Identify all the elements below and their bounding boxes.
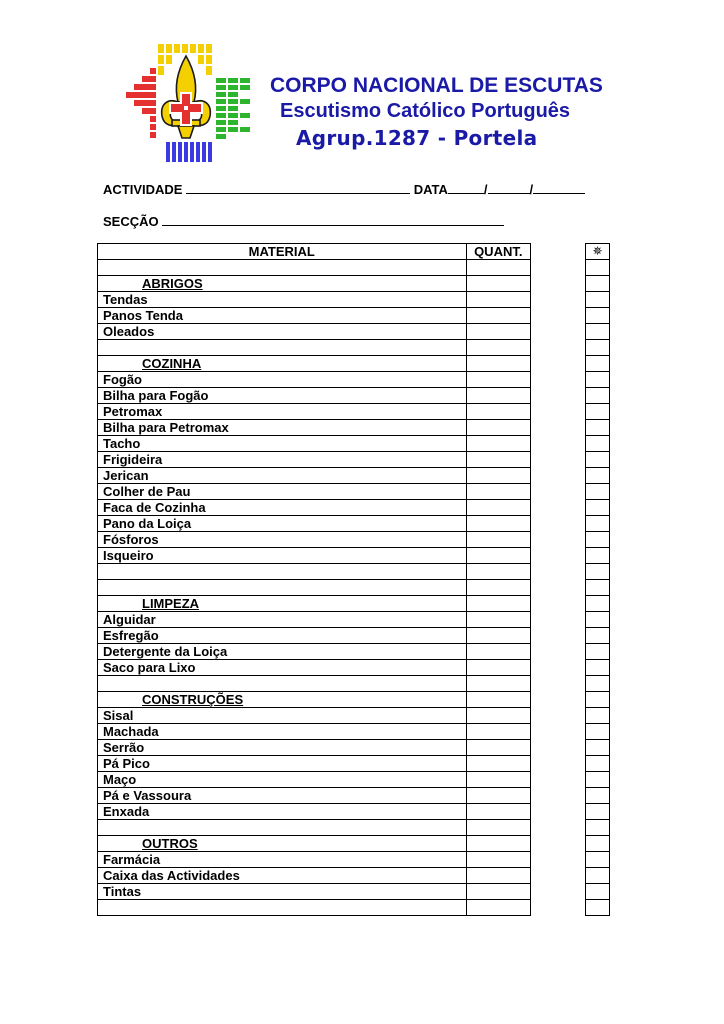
check-cell[interactable] — [586, 580, 610, 596]
check-row — [586, 356, 610, 372]
check-row — [586, 500, 610, 516]
quantity-cell[interactable] — [466, 676, 530, 692]
table-row — [98, 852, 531, 868]
quantity-cell[interactable] — [466, 628, 530, 644]
material-cell: Sisal — [98, 708, 467, 724]
check-cell[interactable] — [586, 340, 610, 356]
check-cell[interactable] — [586, 884, 610, 900]
material-cell: Caixa das Actividades — [98, 868, 467, 884]
check-row — [586, 292, 610, 308]
material-cell: Detergente da Loiça — [98, 644, 467, 660]
date-day-field[interactable] — [448, 181, 484, 194]
quantity-cell[interactable] — [466, 596, 530, 612]
check-header-row — [586, 244, 610, 260]
check-row — [586, 276, 610, 292]
quantity-cell[interactable] — [466, 772, 530, 788]
category-row — [98, 596, 531, 612]
quantity-cell[interactable] — [466, 484, 530, 500]
material-cell: Pá e Vassoura — [98, 788, 467, 804]
material-cell — [98, 900, 467, 916]
check-cell[interactable] — [586, 868, 610, 884]
material-cell: Jerican — [98, 468, 467, 484]
table-row — [98, 788, 531, 804]
quantity-cell[interactable] — [466, 356, 530, 372]
table-row — [98, 708, 531, 724]
table-row — [98, 292, 531, 308]
check-cell[interactable] — [586, 308, 610, 324]
check-row — [586, 868, 610, 884]
table-row — [98, 612, 531, 628]
check-row — [586, 884, 610, 900]
material-cell: Farmácia — [98, 852, 467, 868]
check-row — [586, 900, 610, 916]
check-row — [586, 660, 610, 676]
check-cell[interactable] — [586, 468, 610, 484]
date-label: DATA — [413, 182, 448, 197]
group-title: Agrup.1287 - Portela — [296, 126, 538, 150]
quantity-cell[interactable] — [466, 868, 530, 884]
activity-label: ACTIVIDADE — [103, 182, 183, 197]
check-row — [586, 644, 610, 660]
table-row — [98, 676, 531, 692]
material-cell — [98, 676, 467, 692]
material-cell: Colher de Pau — [98, 484, 467, 500]
quantity-cell[interactable] — [466, 468, 530, 484]
quantity-cell[interactable] — [466, 836, 530, 852]
check-cell[interactable] — [586, 276, 610, 292]
table-row — [98, 260, 531, 276]
quantity-column-header: QUANT. — [466, 244, 530, 260]
quantity-cell[interactable] — [466, 884, 530, 900]
material-cell: Panos Tenda — [98, 308, 467, 324]
check-cell[interactable] — [586, 628, 610, 644]
check-row — [586, 388, 610, 404]
table-row — [98, 516, 531, 532]
check-row — [586, 596, 610, 612]
section-field[interactable] — [162, 213, 504, 226]
table-row — [98, 724, 531, 740]
quantity-cell[interactable] — [466, 420, 530, 436]
check-row — [586, 788, 610, 804]
category-label: COZINHA — [98, 356, 467, 372]
check-cell[interactable] — [586, 676, 610, 692]
check-row — [586, 308, 610, 324]
table-row — [98, 436, 531, 452]
check-row — [586, 836, 610, 852]
check-cell[interactable] — [586, 660, 610, 676]
check-row — [586, 612, 610, 628]
table-row — [98, 820, 531, 836]
table-row — [98, 564, 531, 580]
quantity-cell[interactable] — [466, 820, 530, 836]
check-row — [586, 676, 610, 692]
table-row — [98, 740, 531, 756]
check-cell[interactable] — [586, 356, 610, 372]
check-cell[interactable] — [586, 820, 610, 836]
quantity-cell[interactable] — [466, 404, 530, 420]
quantity-cell[interactable] — [466, 724, 530, 740]
check-cell[interactable] — [586, 596, 610, 612]
table-row — [98, 644, 531, 660]
material-cell: Serrão — [98, 740, 467, 756]
table-row — [98, 500, 531, 516]
material-cell: Alguidar — [98, 612, 467, 628]
quantity-cell[interactable] — [466, 372, 530, 388]
check-row — [586, 564, 610, 580]
material-cell: Tintas — [98, 884, 467, 900]
check-cell[interactable] — [586, 372, 610, 388]
quantity-cell[interactable] — [466, 452, 530, 468]
check-row — [586, 516, 610, 532]
check-column-header-icon: ✵ — [586, 244, 610, 260]
check-row — [586, 340, 610, 356]
quantity-cell[interactable] — [466, 276, 530, 292]
quantity-cell[interactable] — [466, 660, 530, 676]
quantity-cell[interactable] — [466, 548, 530, 564]
section-label: SECÇÃO — [103, 214, 159, 229]
material-cell — [98, 580, 467, 596]
check-cell[interactable] — [586, 772, 610, 788]
material-cell: Fogão — [98, 372, 467, 388]
quantity-cell[interactable] — [466, 324, 530, 340]
category-row — [98, 356, 531, 372]
check-cell[interactable] — [586, 420, 610, 436]
organization-title: CORPO NACIONAL DE ESCUTAS — [270, 74, 603, 97]
category-row — [98, 692, 531, 708]
material-cell: Isqueiro — [98, 548, 467, 564]
table-row — [98, 532, 531, 548]
material-cell: Bilha para Fogão — [98, 388, 467, 404]
check-cell[interactable] — [586, 292, 610, 308]
table-row — [98, 580, 531, 596]
check-cell[interactable] — [586, 724, 610, 740]
table-row — [98, 660, 531, 676]
scouts-logo — [120, 38, 268, 166]
check-row — [586, 852, 610, 868]
check-cell[interactable] — [586, 436, 610, 452]
check-cell[interactable] — [586, 836, 610, 852]
table-row — [98, 372, 531, 388]
material-cell: Saco para Lixo — [98, 660, 467, 676]
material-cell: Maço — [98, 772, 467, 788]
check-row — [586, 628, 610, 644]
material-cell: Tacho — [98, 436, 467, 452]
table-row — [98, 884, 531, 900]
check-row — [586, 404, 610, 420]
table-row — [98, 628, 531, 644]
table-header-row — [98, 244, 531, 260]
table-row — [98, 772, 531, 788]
material-table — [97, 243, 531, 916]
quantity-cell[interactable] — [466, 436, 530, 452]
check-cell[interactable] — [586, 260, 610, 276]
check-cell[interactable] — [586, 564, 610, 580]
check-cell[interactable] — [586, 708, 610, 724]
check-row — [586, 724, 610, 740]
quantity-cell[interactable] — [466, 644, 530, 660]
quantity-cell[interactable] — [466, 708, 530, 724]
material-cell: Frigideira — [98, 452, 467, 468]
table-row — [98, 420, 531, 436]
material-cell — [98, 260, 467, 276]
check-cell[interactable] — [586, 452, 610, 468]
table-row — [98, 756, 531, 772]
section-line — [103, 213, 504, 229]
check-cell[interactable] — [586, 516, 610, 532]
date-year-field[interactable] — [533, 181, 585, 194]
category-row — [98, 836, 531, 852]
check-row — [586, 772, 610, 788]
category-label: LIMPEZA — [98, 596, 467, 612]
material-cell: Petromax — [98, 404, 467, 420]
material-cell: Tendas — [98, 292, 467, 308]
check-row — [586, 820, 610, 836]
quantity-cell[interactable] — [466, 788, 530, 804]
table-row — [98, 308, 531, 324]
material-column-header: MATERIAL — [98, 244, 467, 260]
material-cell: Esfregão — [98, 628, 467, 644]
quantity-cell[interactable] — [466, 340, 530, 356]
check-row — [586, 260, 610, 276]
quantity-cell[interactable] — [466, 740, 530, 756]
check-column-table — [585, 243, 610, 916]
check-cell[interactable] — [586, 692, 610, 708]
date-month-field[interactable] — [488, 181, 530, 194]
date-separator: / — [483, 182, 488, 197]
quantity-cell[interactable] — [466, 308, 530, 324]
check-cell[interactable] — [586, 612, 610, 628]
check-cell[interactable] — [586, 788, 610, 804]
check-row — [586, 580, 610, 596]
quantity-cell[interactable] — [466, 580, 530, 596]
check-row — [586, 436, 610, 452]
table-row — [98, 452, 531, 468]
quantity-cell[interactable] — [466, 692, 530, 708]
table-row — [98, 388, 531, 404]
check-cell[interactable] — [586, 756, 610, 772]
check-cell[interactable] — [586, 548, 610, 564]
check-cell[interactable] — [586, 740, 610, 756]
organization-subtitle: Escutismo Católico Português — [280, 100, 571, 122]
table-row — [98, 484, 531, 500]
check-cell[interactable] — [586, 404, 610, 420]
material-cell: Pá Pico — [98, 756, 467, 772]
material-cell: Machada — [98, 724, 467, 740]
material-cell — [98, 564, 467, 580]
check-cell[interactable] — [586, 500, 610, 516]
quantity-cell[interactable] — [466, 388, 530, 404]
check-cell[interactable] — [586, 852, 610, 868]
category-label: CONSTRUÇÕES — [98, 692, 467, 708]
date-separator: / — [529, 182, 534, 197]
table-row — [98, 804, 531, 820]
category-label: OUTROS — [98, 836, 467, 852]
check-row — [586, 804, 610, 820]
check-cell[interactable] — [586, 804, 610, 820]
check-row — [586, 692, 610, 708]
category-row — [98, 276, 531, 292]
table-row — [98, 868, 531, 884]
check-row — [586, 468, 610, 484]
table-row — [98, 340, 531, 356]
quantity-cell[interactable] — [466, 612, 530, 628]
activity-date-line — [103, 181, 585, 197]
material-cell — [98, 820, 467, 836]
quantity-cell[interactable] — [466, 852, 530, 868]
quantity-cell[interactable] — [466, 756, 530, 772]
check-cell[interactable] — [586, 644, 610, 660]
check-row — [586, 708, 610, 724]
check-row — [586, 740, 610, 756]
check-cell[interactable] — [586, 388, 610, 404]
material-cell — [98, 340, 467, 356]
check-row — [586, 484, 610, 500]
table-row — [98, 468, 531, 484]
activity-field[interactable] — [186, 181, 410, 194]
check-row — [586, 452, 610, 468]
check-row — [586, 420, 610, 436]
quantity-cell[interactable] — [466, 292, 530, 308]
table-row — [98, 548, 531, 564]
check-cell[interactable] — [586, 900, 610, 916]
quantity-cell[interactable] — [466, 260, 530, 276]
table-row — [98, 404, 531, 420]
quantity-cell[interactable] — [466, 516, 530, 532]
material-cell: Faca de Cozinha — [98, 500, 467, 516]
check-row — [586, 532, 610, 548]
table-row — [98, 324, 531, 340]
material-cell: Oleados — [98, 324, 467, 340]
quantity-cell[interactable] — [466, 564, 530, 580]
category-label: ABRIGOS — [98, 276, 467, 292]
material-cell: Bilha para Petromax — [98, 420, 467, 436]
material-cell: Enxada — [98, 804, 467, 820]
check-cell[interactable] — [586, 484, 610, 500]
check-row — [586, 372, 610, 388]
check-row — [586, 324, 610, 340]
quantity-cell[interactable] — [466, 532, 530, 548]
quantity-cell[interactable] — [466, 804, 530, 820]
check-cell[interactable] — [586, 532, 610, 548]
material-cell: Fósforos — [98, 532, 467, 548]
check-cell[interactable] — [586, 324, 610, 340]
table-row — [98, 900, 531, 916]
quantity-cell[interactable] — [466, 900, 530, 916]
check-row — [586, 756, 610, 772]
quantity-cell[interactable] — [466, 500, 530, 516]
material-cell: Pano da Loiça — [98, 516, 467, 532]
check-row — [586, 548, 610, 564]
